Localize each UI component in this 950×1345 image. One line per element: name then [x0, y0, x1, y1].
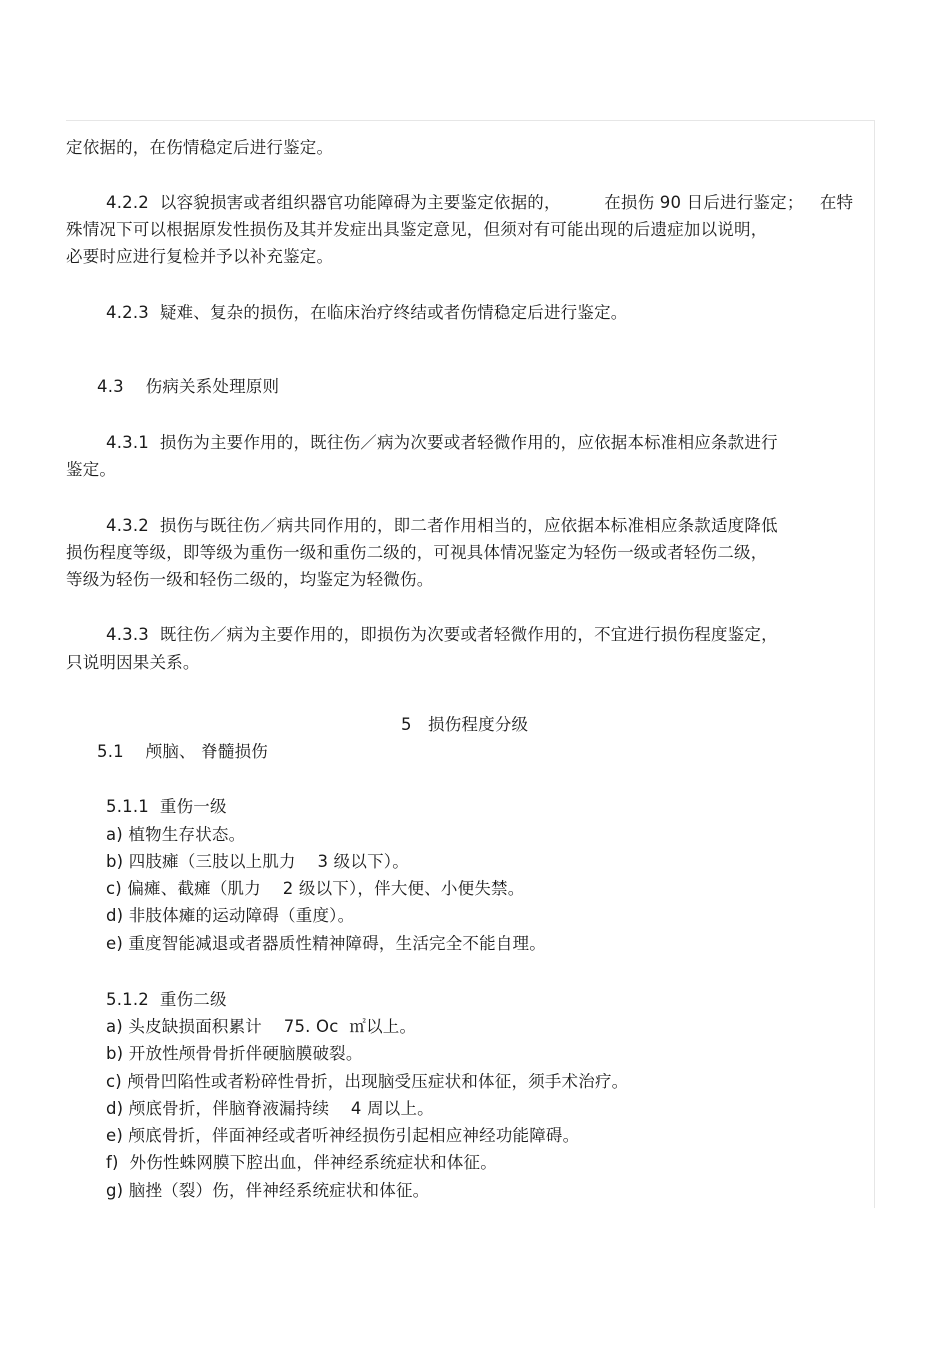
list-item: e) 重度智能减退或者器质性精神障碍，生活完全不能自理。 — [106, 934, 546, 953]
paragraph-line: 损伤程度等级，即等级为重伤一级和重伤二级的，可视具体情况鉴定为轻伤一级或者轻伤二级， — [66, 543, 768, 562]
list-item: d) 非肢体瘫的运动障碍（重度）。 — [106, 906, 355, 925]
list-item: b) 开放性颅骨骨折伴硬脑膜破裂。 — [106, 1044, 363, 1063]
page-border-top — [66, 120, 874, 121]
page-border-right — [874, 120, 875, 1208]
paragraph-line: 只说明因果关系。 — [66, 653, 200, 672]
clause-4-3-2: 4.3.2 损伤与既往伤／病共同作用的，即二者作用相当的，应依据本标准相应条款适度降低 — [106, 516, 778, 535]
list-item: g) 脑挫（裂）伤，伴神经系统症状和体征。 — [106, 1181, 430, 1200]
list-item: d) 颅底骨折，伴脑脊液漏持续 4 周以上。 — [106, 1099, 434, 1118]
list-item: f) 外伤性蛛网膜下腔出血，伴神经系统症状和体征。 — [106, 1153, 497, 1172]
paragraph-line: 定依据的，在伤情稳定后进行鉴定。 — [66, 138, 334, 157]
section-heading-5-1: 5.1 颅脑、 脊髓损伤 — [97, 742, 268, 761]
section-heading-4-3: 4.3 伤病关系处理原则 — [97, 377, 280, 396]
clause-5-1-1: 5.1.1 重伤一级 — [106, 797, 227, 816]
list-item: c) 偏瘫、截瘫（肌力 2 级以下），伴大便、小便失禁。 — [106, 879, 525, 898]
clause-4-2-2: 4.2.2 以容貌损害或者组织器官功能障碍为主要鉴定依据的， 在损伤 90 日后进行鉴定； 在特 — [106, 193, 854, 212]
paragraph-line: 殊情况下可以根据原发性损伤及其并发症出具鉴定意见，但须对有可能出现的后遗症加以说明， — [66, 220, 768, 239]
list-item: b) 四肢瘫（三肢以上肌力 3 级以下）。 — [106, 852, 409, 871]
clause-4-2-3: 4.2.3 疑难、复杂的损伤，在临床治疗终结或者伤情稳定后进行鉴定。 — [106, 303, 628, 322]
clause-4-3-1: 4.3.1 损伤为主要作用的，既往伤／病为次要或者轻微作用的，应依据本标准相应条款进行 — [106, 433, 778, 452]
list-item: c) 颅骨凹陷性或者粉碎性骨折，出现脑受压症状和体征，须手术治疗。 — [106, 1072, 629, 1091]
clause-5-1-2: 5.1.2 重伤二级 — [106, 990, 227, 1009]
list-item: a) 植物生存状态。 — [106, 825, 246, 844]
paragraph-line: 必要时应进行复检并予以补充鉴定。 — [66, 247, 334, 266]
paragraph-line: 等级为轻伤一级和轻伤二级的，均鉴定为轻微伤。 — [66, 570, 434, 589]
list-item: a) 头皮缺损面积累计 75. Oc ㎡以上。 — [106, 1017, 417, 1036]
paragraph-line: 鉴定。 — [66, 460, 117, 479]
list-item: e) 颅底骨折，伴面神经或者听神经损伤引起相应神经功能障碍。 — [106, 1126, 580, 1145]
clause-4-3-3: 4.3.3 既往伤／病为主要作用的，即损伤为次要或者轻微作用的，不宜进行损伤程度鉴定， — [106, 625, 778, 644]
chapter-heading-5: 5 损伤程度分级 — [401, 715, 529, 734]
